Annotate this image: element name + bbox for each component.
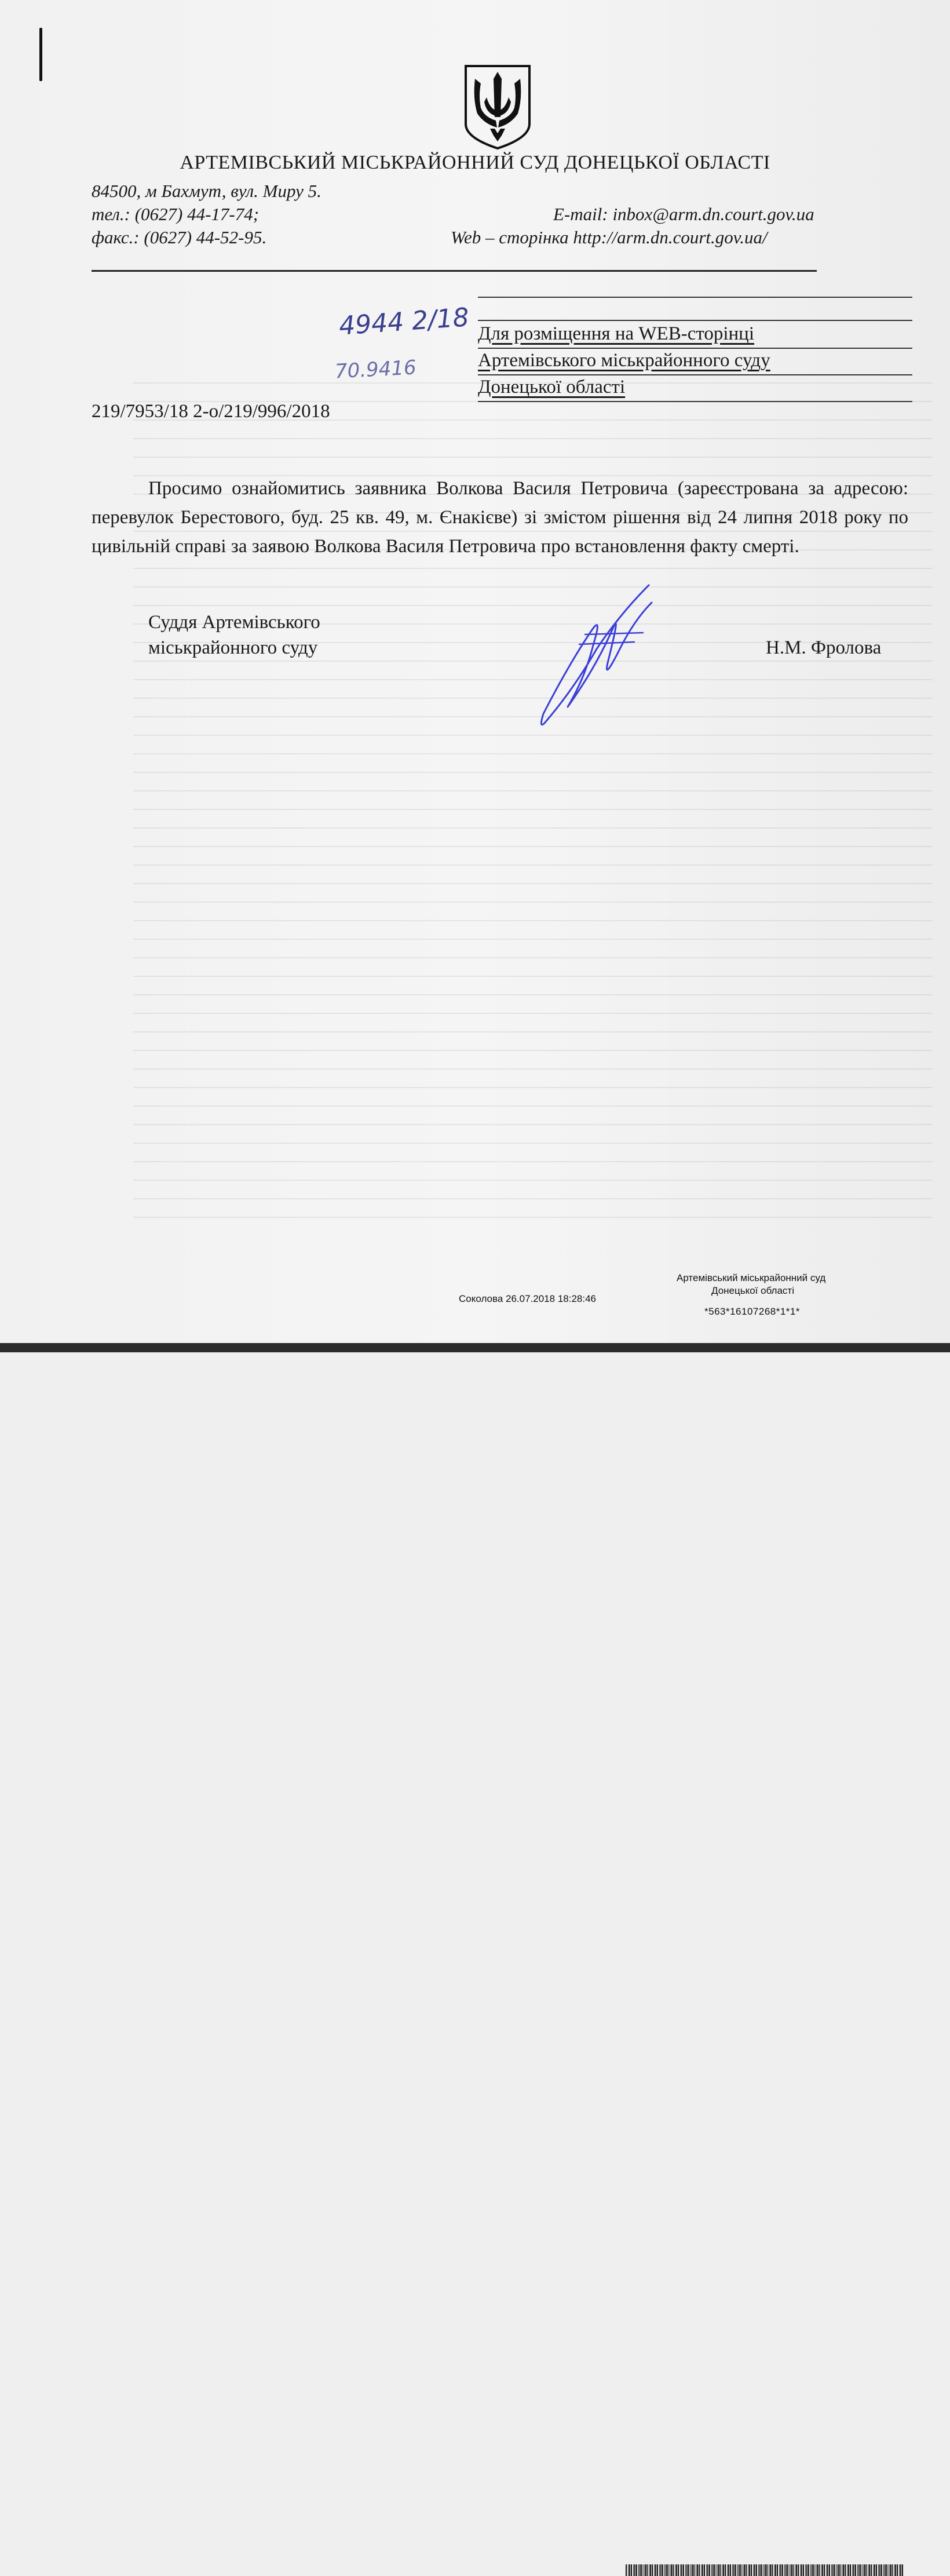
handwritten-sub-number: 70.9416 xyxy=(334,356,417,384)
recipient-line: Донецької області xyxy=(478,377,626,397)
recipient-rule xyxy=(478,348,912,349)
stamp-court-line1: Артемівський міськрайонний суд xyxy=(677,1272,826,1283)
handwritten-outgoing-number: 4944 2/18 xyxy=(338,302,470,341)
court-email: E-mail: inbox@arm.dn.court.gov.ua xyxy=(553,204,814,224)
recipient-rule xyxy=(478,401,912,402)
stamp-registrar-datetime: Соколова 26.07.2018 18:28:46 xyxy=(459,1293,597,1304)
court-fax: факс.: (0627) 44-52-95. xyxy=(92,227,267,247)
letter-body xyxy=(92,474,908,561)
stamp-court-line2: Донецької області xyxy=(711,1285,794,1296)
judge-name: Н.М. Фролова xyxy=(766,637,882,658)
binder-mark xyxy=(39,28,42,81)
stamp-barcode-text: *563*16107268*1*1* xyxy=(704,1306,800,1317)
ukraine-trident-emblem-icon xyxy=(463,64,532,151)
recipient-line: Артемівського міськрайонного суду xyxy=(478,350,770,371)
recipient-blank-line xyxy=(478,320,912,321)
barcode-icon xyxy=(626,2564,904,2576)
body-paragraph: Просимо ознайомитись заявника Волкова Василя Петровича (зареєстрована за адресою: перевулок Берестового, буд. 25 кв. 49, м. Єнакієве) зі змістом рішення від 24 липня 2018 року по цивільній справі за заявою Волкова Василя Петровича про встановлення факту смерті. xyxy=(92,478,908,557)
recipient-rule xyxy=(478,374,912,375)
judge-title-line1: Суддя Артемівського xyxy=(148,612,320,633)
court-name: АРТЕМІВСЬКИЙ МІСЬКРАЙОННИЙ СУД ДОНЕЦЬКОЇ ОБЛАСТІ xyxy=(180,152,770,173)
case-number: 219/7953/18 2-о/219/996/2018 xyxy=(92,401,330,422)
court-web: Web – сторінка http://arm.dn.court.gov.ua/ xyxy=(451,227,768,247)
header-divider xyxy=(92,270,817,272)
scan-bottom-edge xyxy=(0,1343,950,1352)
court-address: 84500, м Бахмут, вул. Миру 5. xyxy=(92,181,321,201)
court-phone: тел.: (0627) 44-17-74; xyxy=(92,204,260,224)
recipient-blank-line xyxy=(478,297,912,298)
handwritten-signature xyxy=(533,579,660,730)
recipient-line: Для розміщення на WEB-сторінці xyxy=(478,323,754,344)
judge-title-line2: міськрайонного суду xyxy=(148,637,318,658)
